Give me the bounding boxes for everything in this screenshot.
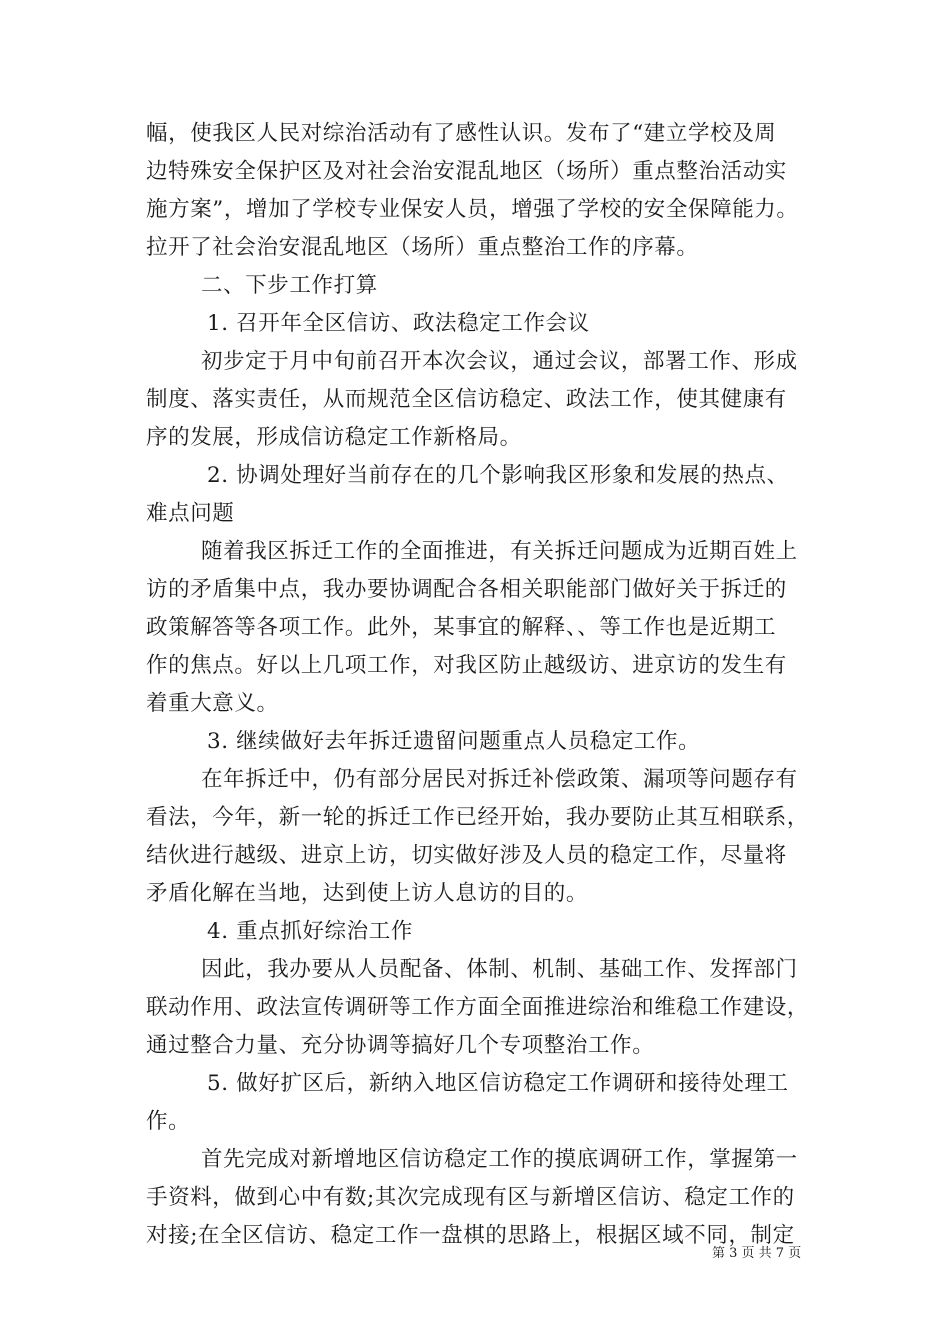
paragraph-line: 着重大意义。	[146, 691, 279, 716]
paragraph-line: 拉开了社会治安混乱地区（场所）重点整治工作的序幕。	[146, 235, 699, 260]
paragraph-line: 看法，今年，新一轮的拆迁工作已经开始，我办要防止其互相联系，	[146, 805, 810, 830]
paragraph-line: 作的焦点。好以上几项工作，对我区防止越级访、进京访的发生有	[146, 653, 787, 678]
paragraph-line: 结伙进行越级、进京上访，切实做好涉及人员的稳定工作，尽量将	[146, 843, 787, 868]
subsection-heading: 1. 召开年全区信访、政法稳定工作会议	[207, 311, 590, 336]
paragraph-line: 首先完成对新增地区信访稳定工作的摸底调研工作，掌握第一	[201, 1147, 798, 1172]
subsection-heading-continued: 难点问题	[146, 501, 235, 526]
paragraph-line: 手资料，做到心中有数;其次完成现有区与新增区信访、稳定工作的	[146, 1185, 795, 1210]
paragraph-line: 初步定于月中旬前召开本次会议，通过会议，部署工作、形成	[201, 349, 798, 374]
subsection-heading: 2. 协调处理好当前存在的几个影响我区形象和发展的热点、	[207, 463, 789, 488]
paragraph-line: 制度、落实责任，从而规范全区信访稳定、政法工作，使其健康有	[146, 387, 787, 412]
paragraph-line: 施方案”，增加了学校专业保安人员，增强了学校的安全保障能力。	[146, 197, 799, 222]
subsection-heading: 5. 做好扩区后，新纳入地区信访稳定工作调研和接待处理工	[207, 1071, 789, 1096]
paragraph-line: 随着我区拆迁工作的全面推进，有关拆迁问题成为近期百姓上	[201, 539, 798, 564]
subsection-heading-continued: 作。	[146, 1109, 191, 1134]
paragraph-line: 边特殊安全保护区及对社会治安混乱地区（场所）重点整治活动实	[146, 159, 787, 184]
subsection-heading: 4. 重点抓好综治工作	[207, 919, 413, 944]
paragraph-line: 序的发展，形成信访稳定工作新格局。	[146, 425, 522, 450]
paragraph-line: 幅，使我区人民对综治活动有了感性认识。发布了“建立学校及周	[146, 121, 777, 146]
subsection-heading: 3. 继续做好去年拆迁遗留问题重点人员稳定工作。	[207, 729, 701, 754]
paragraph-line: 通过整合力量、充分协调等搞好几个专项整治工作。	[146, 1033, 655, 1058]
page-number: 第 3 页 共 7 页	[712, 1246, 802, 1261]
paragraph-line: 在年拆迁中，仍有部分居民对拆迁补偿政策、漏项等问题存有	[201, 767, 798, 792]
paragraph-line: 政策解答等各项工作。此外，某事宜的解释、、等工作也是近期工	[146, 615, 777, 640]
paragraph-line: 矛盾化解在当地，达到使上访人息访的目的。	[146, 881, 589, 906]
paragraph-line: 因此，我办要从人员配备、体制、机制、基础工作、发挥部门	[201, 957, 798, 982]
paragraph-line: 对接;在全区信访、稳定工作一盘棋的思路上，根据区域不同，制定	[146, 1223, 795, 1248]
paragraph-line: 联动作用、政法宣传调研等工作方面全面推进综治和维稳工作建设，	[146, 995, 810, 1020]
paragraph-line: 访的矛盾集中点，我办要协调配合各相关职能部门做好关于拆迁的	[146, 577, 787, 602]
section-heading: 二、下步工作打算	[201, 273, 378, 298]
